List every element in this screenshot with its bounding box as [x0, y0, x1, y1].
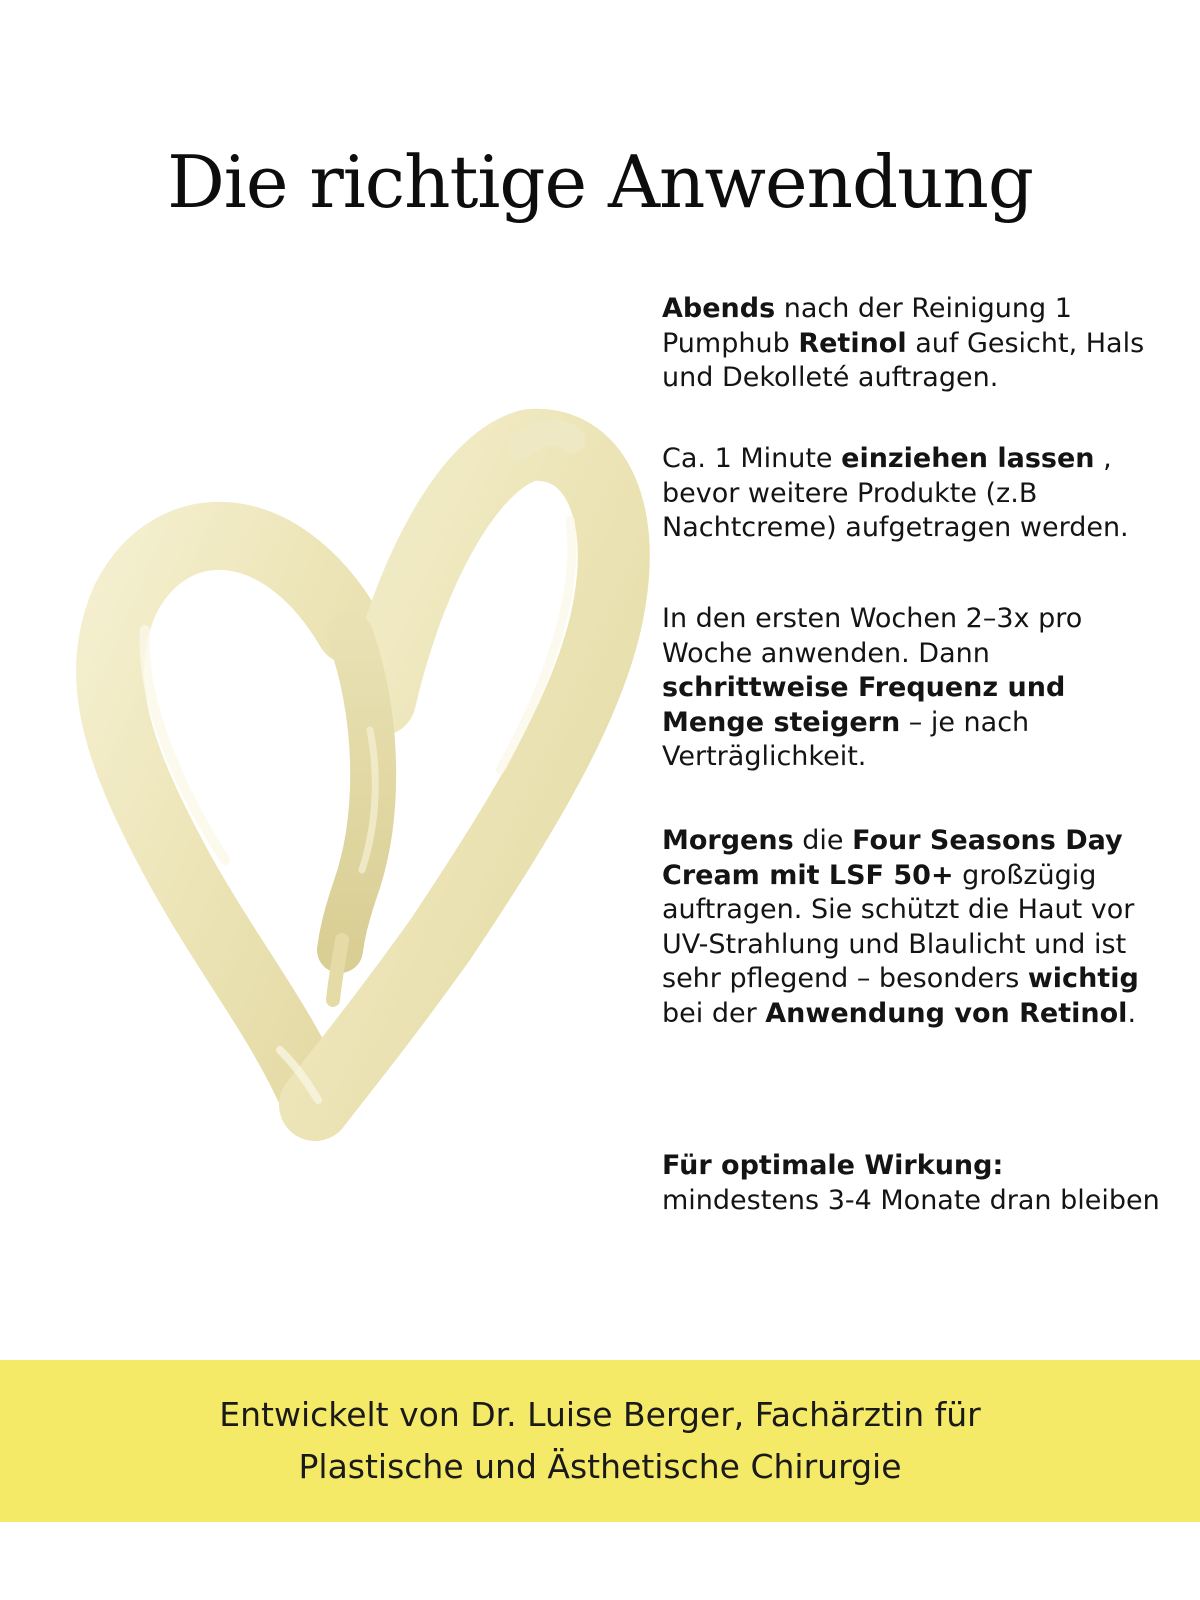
footer-credit [150, 1389, 1050, 1493]
footer-line-1: Entwickelt von Dr. Luise Berger, Fachärztin für [219, 1395, 981, 1434]
morning-text-2: großzügig auftragen. Sie schützt die Haut vor UV-Strahlung und Blaulicht und ist sehr pflegend – besonders [662, 859, 1135, 994]
instruction-frequency [662, 602, 1162, 775]
morning-text-1: die [793, 825, 853, 856]
instruction-evening [662, 292, 1162, 396]
instruction-morning [662, 824, 1162, 1031]
morning-text-4: . [1127, 997, 1137, 1029]
day-cream-label: Four Seasons Day Cream mit LSF 50+ [662, 825, 1123, 891]
evening-label: Abends [662, 293, 776, 324]
retinol-usage-label: Anwendung von Retinol [765, 997, 1128, 1029]
absorb-label: einziehen lassen [841, 443, 1095, 474]
frequency-text-1: In den ersten Wochen 2–3x pro Woche anwenden. Dann [662, 603, 1083, 669]
absorb-text-1: Ca. 1 Minute [662, 443, 842, 474]
retinol-label: Retinol [798, 327, 907, 359]
frequency-text-2: – je nach Verträglichkeit. [662, 706, 1030, 772]
optimal-text: mindestens 3-4 Monate dran bleiben [662, 1184, 1160, 1216]
morning-label: Morgens [662, 825, 794, 856]
instruction-absorb [662, 442, 1162, 546]
evening-text-2: auf Gesicht, Hals und Dekolleté auftragen. [662, 327, 1145, 393]
page-title: Die richtige Anwendung [167, 140, 1033, 224]
cream-heart-icon [50, 400, 650, 1200]
frequency-label: schrittweise Frequenz und Menge steigern [662, 672, 1066, 738]
important-label: wichtig [1027, 963, 1139, 994]
absorb-text-2: , bevor weitere Produkte (z.B Nachtcreme) aufgetragen werden. [662, 443, 1129, 543]
evening-text-1: nach der Reinigung 1 Pumphub [662, 293, 1072, 359]
morning-text-3: bei der [662, 997, 766, 1029]
footer-line-2: Plastische und Ästhetische Chirurgie [298, 1447, 902, 1486]
footer-band [0, 1360, 1200, 1522]
instruction-optimal [662, 1149, 1160, 1218]
optimal-label: Für optimale Wirkung: [662, 1150, 1004, 1181]
